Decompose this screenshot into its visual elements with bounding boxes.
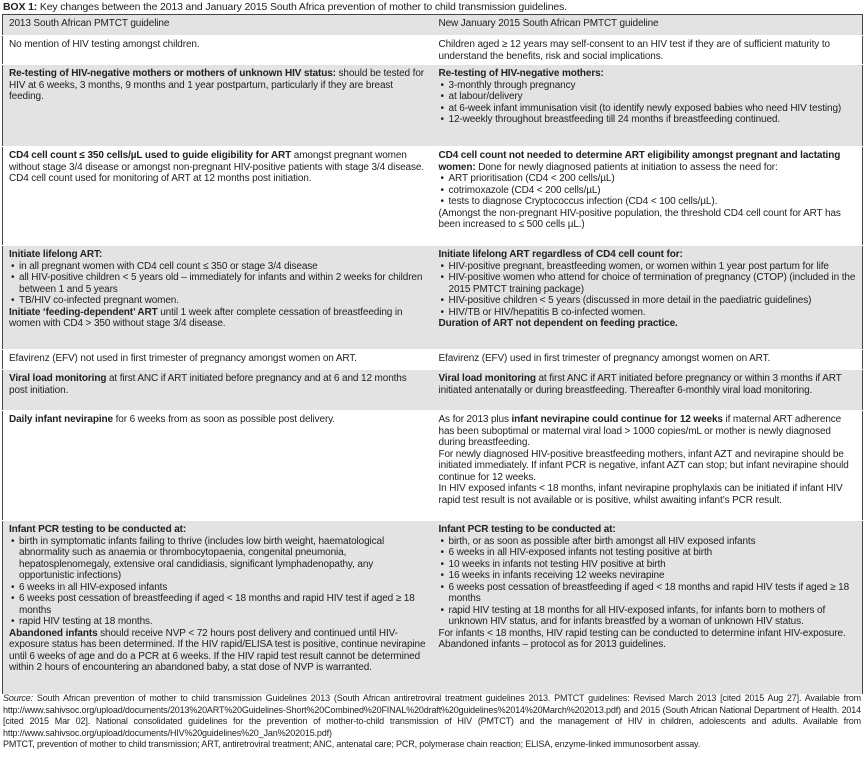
text: ART prioritisation (CD4 < 200 cells/µL) [448,173,615,184]
cell-2015 [433,65,863,147]
cell-2015 [433,370,863,411]
bullet-icon: • [11,295,15,306]
bullet-item [9,261,427,273]
text: 12-weekly throughout breastfeeding till 24 months if breastfeeding continued. [448,114,781,125]
bullet-icon: • [440,570,444,581]
text: rapid HIV testing at 18 months for all HIV-exposed infants, for infants born to mothers of unknown HIV status, and for infants breastfed by a woman of unknown HIV status. [448,604,826,627]
text: TB/HIV co-infected pregnant women. [19,295,179,306]
source-label: Source: [3,693,33,703]
bullet-item [439,103,857,115]
text: Children aged ≥ 12 years may self-consent to an HIV test if they are of sufficient maturity to understand the benefits, risk and social implications. [438,39,830,62]
bullet-item [439,582,857,605]
text: As for 2013 plus [438,414,512,425]
bullet-item [9,593,427,616]
paragraph [9,353,427,365]
paragraph [439,483,857,506]
cell-2013 [3,65,433,147]
bullet-item [439,559,857,571]
text: For newly diagnosed HIV-positive breastfeeding mothers, infant AZT and nevirapine should be initiated immediately. If infant PCR is negative, infant AZT can stop; but infant nevirapine should continue for 12 weeks. [438,448,849,483]
cell-2013 [3,411,433,521]
bullet-item [439,173,857,185]
cell-2013 [3,36,433,65]
text: HIV-positive pregnant, breastfeeding women, or women within 1 year post partum for life [448,260,829,272]
paragraph [439,249,857,261]
bullet-icon: • [11,535,15,547]
bold-text: Viral load monitoring [438,373,536,384]
bullet-icon: • [440,604,444,616]
bold-text: Daily infant nevirapine [9,414,113,425]
table-row [3,36,863,65]
paragraph [9,628,427,674]
bold-text: Infant PCR testing to be conducted at: [9,524,187,535]
paragraph [9,524,427,536]
source-text: South African prevention of mother to child transmission Guidelines 2013 (South African antiretroviral treatment guidelines 2013. PMTCT guidelines: Revised March 2013 [cited 2015 Aug 27]. Available from http://www.sahivsoc.org/upload/documents/2013%20ART%20Guidelines-Short%20Combined%20FINAL%20draft%20guidelines%2014%20March%202013.pdf) and 2015 (South African National Department of Health. 2014 [cited 2015 Mar 02]. National consolidated guidelines for the prevention of mother-to-child transmission of HIV (PMTCT) and the management of HIV in children, adolescents and adults. Available from http://www.sahivsoc.org/upload/documents/HIV%20guidelines%20_Jan%202015.pdf) [3,693,861,738]
paragraph [9,373,427,396]
bullet-item [439,605,857,628]
bold-text: Infant PCR testing to be conducted at: [438,524,616,535]
text: 3-monthly through pregnancy [448,79,576,91]
paragraph [439,353,857,365]
cell-2015 [433,411,863,521]
cell-2015 [433,246,863,350]
cell-2013 [3,521,433,695]
header-2015: New January 2015 South African PMTCT guideline [433,15,863,36]
paragraph [9,249,427,261]
bullet-item [439,547,857,559]
text: Abandoned infants – protocol as for 2013 guidelines. [438,639,666,650]
text: 10 weeks in infants not testing HIV positive at birth [448,558,666,570]
text: 6 weeks in all HIV-exposed infants [19,581,168,593]
cell-2013 [3,147,433,246]
bold-text: Duration of ART not dependent on feeding practice. [438,318,678,329]
table-row [3,246,863,350]
bullet-icon: • [440,558,444,570]
bullet-item [439,307,857,319]
bold-text: Initiate lifelong ART: [9,249,103,260]
paragraph [439,628,857,640]
bullet-item [9,272,427,295]
paragraph [9,68,427,103]
text: in all pregnant women with CD4 cell count ≤ 350 or stage 3/4 disease [19,260,318,272]
bullet-item [439,80,857,92]
text: 6 weeks in all HIV-exposed infants not testing positive at birth [448,547,713,558]
table-header-row [3,15,863,36]
bullet-icon: • [11,260,15,272]
text: at labour/delivery [448,91,523,102]
bullet-icon: • [440,173,444,184]
paragraph [439,208,857,231]
text: tests to diagnose Cryptococcus infection (CD4 < 100 cells/µL). [448,196,718,207]
bullet-icon: • [440,91,444,102]
bold-text: Initiate ‘feeding-dependent’ ART [9,306,158,318]
bullet-icon: • [440,196,444,207]
bullet-item [439,91,857,103]
bullet-icon: • [440,581,444,593]
paragraph [9,39,427,51]
bold-text: infant nevirapine could continue for 12 weeks [511,414,723,425]
paragraph [9,150,427,173]
bullet-icon: • [11,616,15,627]
text: at first ANC if ART initiated before pregnancy and at 6 and 12 months post initiation. [9,373,407,396]
text: until 1 week after complete cessation of breastfeeding in women with CD4 > 350 without stage 3/4 disease. [9,306,403,329]
table-row [3,411,863,521]
abbreviations-note: PMTCT, prevention of mother to child transmission; ART, antiretroviral treatment; ANC, antenatal care; PCR, polymerase chain reaction; ELISA, enzyme-linked immunosorbent assay. [3,739,701,749]
paragraph [9,173,427,185]
bullet-item [439,114,857,126]
text: Done for newly diagnosed patients at initiation to assess the need for: [475,161,778,173]
text: amongst pregnant women without stage 3/4 disease or amongst non-pregnant HIV-positive patients with stage 3/4 disease. [9,150,424,173]
bullet-icon: • [11,593,15,604]
bold-text: CD4 cell count not needed to determine ART eligibility amongst pregnant and lactating women: [438,150,841,173]
bullet-icon: • [440,102,444,114]
cell-2015 [433,147,863,246]
table-row [3,65,863,147]
bullet-item [439,261,857,273]
table-row [3,350,863,370]
text: all HIV-positive children < 5 years old – immediately for infants and within 2 weeks for children between 1 and 5 years [19,272,423,295]
paragraph [439,150,857,173]
caption-label: BOX 1: [3,1,38,13]
header-2013: 2013 South African PMTCT guideline [3,15,433,36]
paragraph [9,307,427,330]
paragraph [439,68,857,80]
table-footnote [3,693,861,751]
bullet-item [9,616,427,628]
bullet-icon: • [440,79,444,91]
bullet-icon: • [11,272,15,283]
bullet-icon: • [440,547,444,558]
source-note [3,693,861,739]
bold-text: Viral load monitoring [9,373,107,384]
bullet-icon: • [440,535,444,547]
text: rapid HIV testing at 18 months. [19,616,153,627]
bullet-icon: • [11,581,15,593]
cell-2015 [433,350,863,370]
text: HIV-positive children < 5 years (discussed in more detail in the paediatric guidelines) [448,295,812,306]
text: for 6 weeks from as soon as possible post delivery. [112,414,335,425]
paragraph [439,449,857,484]
bullet-icon: • [440,260,444,272]
paragraph [9,414,427,426]
cell-2013 [3,246,433,350]
bullet-item [9,295,427,307]
box-caption [3,1,567,13]
bullet-icon: • [440,295,444,306]
bullet-item [9,536,427,582]
bold-text: Initiate lifelong ART regardless of CD4 cell count for: [438,249,683,260]
text: 6 weeks post cessation of breastfeeding if aged < 18 months and rapid HIV test if aged ≥ 18 months [19,593,415,616]
bullet-item [439,272,857,295]
text: HIV/TB or HIV/hepatitis B co-infected women. [448,306,646,318]
bullet-icon: • [440,272,444,283]
bullet-icon: • [440,306,444,318]
bold-text: CD4 cell count ≤ 350 cells/µL used to guide eligibility for ART [9,150,292,161]
bullet-icon: • [440,184,444,196]
bullet-item [439,570,857,582]
cell-2013 [3,350,433,370]
bullet-item [439,295,857,307]
table-row [3,147,863,246]
cell-2015 [433,36,863,65]
text: if maternal ART adherence has been suboptimal or maternal viral load > 1000 copies/mL or mother is newly diagnosed during breastfeeding. [438,414,842,448]
bullet-item [439,185,857,197]
text: (Amongst the non-pregnant HIV-positive population, the threshold CD4 cell count for ART has been increased to ≤ 500 cells µL.) [438,207,841,230]
table-row [3,370,863,411]
guideline-comparison-table [2,14,863,695]
cell-2013 [3,370,433,411]
text: In HIV exposed infants < 18 months, infant nevirapine prophylaxis can be initiated if infant HIV rapid test result is not available or is positive, whilst awaiting infant’s PCR result. [438,483,843,506]
bold-text: Re-testing of HIV-negative mothers or mothers of unknown HIV status: [9,68,336,79]
cell-2015 [433,521,863,695]
text: should be tested for HIV at 6 weeks, 3 months, 9 months and 1 year postpartum, particularly if they are breast feeding. [9,68,424,102]
paragraph [439,373,857,396]
paragraph [439,524,857,536]
text: cotrimoxazole (CD4 < 200 cells/µL) [448,184,601,196]
text: 16 weeks in infants receiving 12 weeks nevirapine [448,570,665,581]
bullet-item [439,536,857,548]
bullet-icon: • [440,114,444,125]
text: at first ANC if ART initiated before pregnancy or within 3 months if ART initiated antenatally or during breastfeeding. Thereafter 6-monthly viral load monitoring. [438,373,842,396]
text: HIV-positive women who attend for choice of termination of pregnancy (CTOP) (included in the 2015 PMTCT training package) [448,272,856,295]
caption-text: Key changes between the 2013 and January 2015 South Africa prevention of mother to child transmission guidelines. [37,1,567,13]
text: birth in symptomatic infants failing to thrive (includes low birth weight, haematological abnormality such as anaemia or thrombocytopaenia, congenital pneumonia, hepatosplenomegaly, extensive oral candidiasis, significant lymphadenopathy, any opportunistic infections) [19,535,385,581]
text: 6 weeks post cessation of breastfeeding if aged < 18 months and rapid HIV tests if aged ≥ 18 months [448,581,850,604]
text: Efavirenz (EFV) not used in first trimester of pregnancy amongst women on ART. [9,353,357,364]
text: birth, or as soon as possible after birth amongst all HIV exposed infants [448,535,756,547]
text: CD4 cell count used for monitoring of ART at 12 months post initiation. [9,173,312,184]
text: For infants < 18 months, HIV rapid testing can be conducted to determine infant HIV-exposure. [438,627,846,639]
paragraph [439,414,857,449]
paragraph [439,39,857,62]
paragraph [439,318,857,330]
text: should receive NVP < 72 hours post delivery and continued until HIV-exposure status has been determined. If the HIV rapid/ELISA test is positive, continue nevirapine until 6 weeks of age and do a PCR at 6 weeks. If the HIV rapid test result cannot be determined within 2 hours of encountering an abandoned baby, a stat dose of NVP is warranted. [9,627,426,673]
bullet-item [439,196,857,208]
text: No mention of HIV testing amongst children. [9,39,200,50]
bold-text: Re-testing of HIV-negative mothers: [438,68,604,79]
text: at 6-week infant immunisation visit (to identify newly exposed babies who need HIV testing) [448,102,842,114]
text: Efavirenz (EFV) used in first trimester of pregnancy amongst women on ART. [438,353,771,364]
bullet-item [9,582,427,594]
paragraph [439,639,857,651]
bold-text: Abandoned infants [9,627,98,639]
table-row [3,521,863,695]
